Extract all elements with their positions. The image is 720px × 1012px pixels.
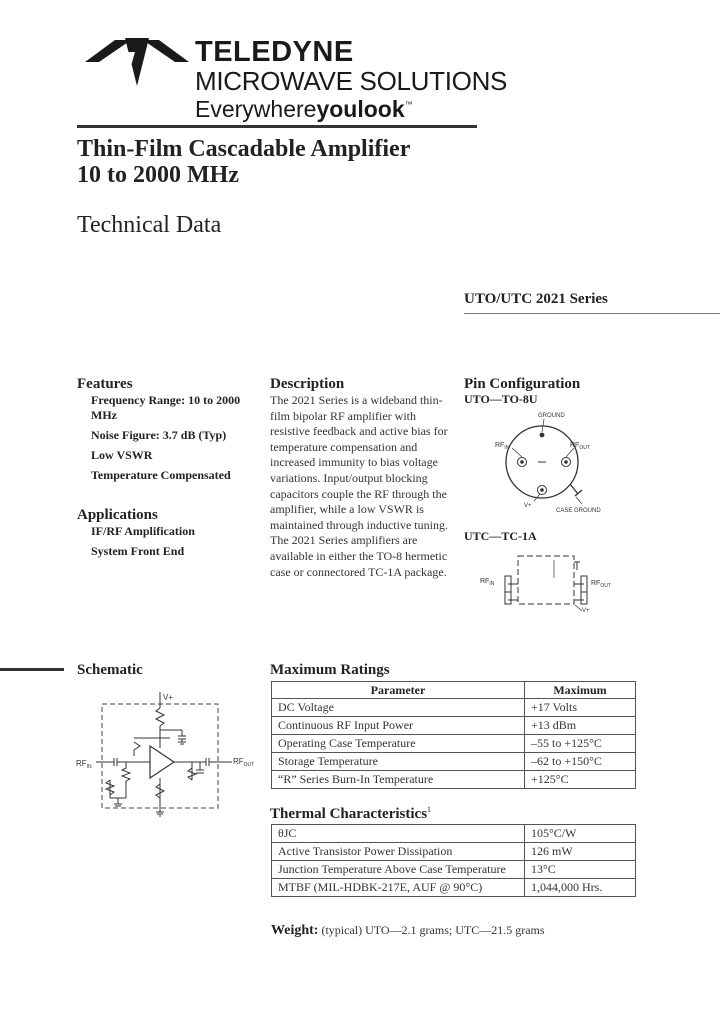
pin-config-heading: Pin Configuration [464, 376, 581, 392]
description-text: The 2021 Series is a wideband thin-film bipolar RF amplifier with resistive feedback and active bias for temperature compensation and increased immunity to bias voltage variations. Input/output blocking capacitors couple the RF through the amplifier, while a low VSWR is maintained through inductive tuning. The 2021 Series amplifiers are available in either the TO-8 hermetic case or connectored TC-1A package. [270, 393, 448, 579]
rf-out-label: $RF_{OUT}$ [570, 442, 590, 451]
document-type: Technical Data [77, 212, 222, 238]
page-title-range: 10 to 2000 MHz [77, 162, 239, 188]
page-title: Thin-Film Cascadable Amplifier [77, 136, 411, 162]
features-heading: Features [77, 376, 133, 392]
table-cell: MTBF (MIL-HDBK-217E, AUF @ 90°C) [272, 879, 525, 897]
feature-item: Noise Figure: 3.7 dB (Typ) [91, 428, 227, 442]
weight-note [271, 923, 545, 939]
teledyne-logo-icon [85, 38, 189, 88]
applications-heading: Applications [77, 507, 158, 523]
table-row [272, 717, 636, 735]
ground-pin-icon [540, 433, 545, 438]
table-cell: DC Voltage [272, 699, 525, 717]
table-cell: +17 Volts [525, 699, 636, 717]
series-rule [464, 313, 720, 314]
table-row [272, 699, 636, 717]
table-row [272, 861, 636, 879]
feature-item: Low VSWR [91, 448, 153, 462]
table-row [272, 735, 636, 753]
brand-subtitle: MICROWAVE SOLUTIONS [195, 66, 508, 96]
description-heading: Description [270, 376, 345, 392]
brand-tagline: Everywhereyoulook™ [195, 96, 413, 122]
table-cell: –62 to +150°C [525, 753, 636, 771]
thermal-table [271, 824, 636, 897]
schematic-rf-in-label: $RF_{IN}$ [76, 759, 92, 770]
vplus-label: V+ [582, 608, 590, 614]
table-cell: Active Transistor Power Dissipation [272, 843, 525, 861]
to8-pinout-diagram [478, 404, 618, 522]
rf-in-label: $RF_{IN}$ [495, 442, 510, 451]
utc-package-label: UTC—TC-1A [464, 529, 537, 543]
uto-package-label: UTO—TO-8U [464, 392, 538, 406]
vplus-label: V+ [524, 503, 532, 509]
applications-list [91, 524, 261, 564]
table-row [272, 753, 636, 771]
application-item: System Front End [91, 544, 185, 558]
amplifier-schematic [74, 688, 264, 820]
table-header-row [272, 682, 636, 699]
max-ratings-table [271, 681, 636, 789]
schematic-heading: Schematic [77, 662, 143, 678]
feature-item: Temperature Compensated [91, 468, 231, 482]
table-cell: 13°C [525, 861, 636, 879]
column-header: Maximum [525, 682, 636, 699]
table-cell: 1,044,000 Hrs. [525, 879, 636, 897]
table-row [272, 879, 636, 897]
table-row [272, 843, 636, 861]
rf-in-label: $RF_{IN}$ [480, 578, 495, 587]
column-header: Parameter [272, 682, 525, 699]
table-cell: –55 to +125°C [525, 735, 636, 753]
table-cell: 126 mW [525, 843, 636, 861]
rf-out-label: $RF_{OUT}$ [591, 580, 611, 589]
ground-label: GROUND [538, 413, 565, 419]
schematic-vplus-label: V+ [163, 693, 174, 702]
table-cell: Continuous RF Input Power [272, 717, 525, 735]
table-cell: “R” Series Burn-In Temperature [272, 771, 525, 789]
table-row [272, 771, 636, 789]
table-cell: +125°C [525, 771, 636, 789]
table-cell: Storage Temperature [272, 753, 525, 771]
section-marker [0, 668, 64, 671]
table-cell: θJC [272, 825, 525, 843]
tc1a-pinout-diagram [478, 548, 618, 618]
features-list [91, 393, 261, 488]
table-cell: Operating Case Temperature [272, 735, 525, 753]
table-cell: Junction Temperature Above Case Temperature [272, 861, 525, 879]
case-ground-label: CASE GROUND [556, 508, 601, 514]
table-cell: 105°C/W [525, 825, 636, 843]
footnote-marker: 1 [427, 805, 432, 814]
application-item: IF/RF Amplification [91, 524, 195, 538]
thermal-heading: Thermal Characteristics$^1$ [270, 805, 432, 822]
schematic-rf-out-label: $RF_{OUT}$ [233, 757, 255, 768]
header-rule [77, 125, 477, 128]
table-cell: +13 dBm [525, 717, 636, 735]
brand-name: TELEDYNE [195, 36, 354, 68]
weight-label: Weight: [271, 923, 319, 938]
max-ratings-heading: Maximum Ratings [270, 662, 390, 678]
weight-text: (typical) UTO—2.1 grams; UTC—21.5 grams [321, 923, 545, 937]
series-name: UTO/UTC 2021 Series [464, 291, 608, 307]
feature-item: Frequency Range: 10 to 2000 MHz [91, 393, 241, 422]
table-row [272, 825, 636, 843]
